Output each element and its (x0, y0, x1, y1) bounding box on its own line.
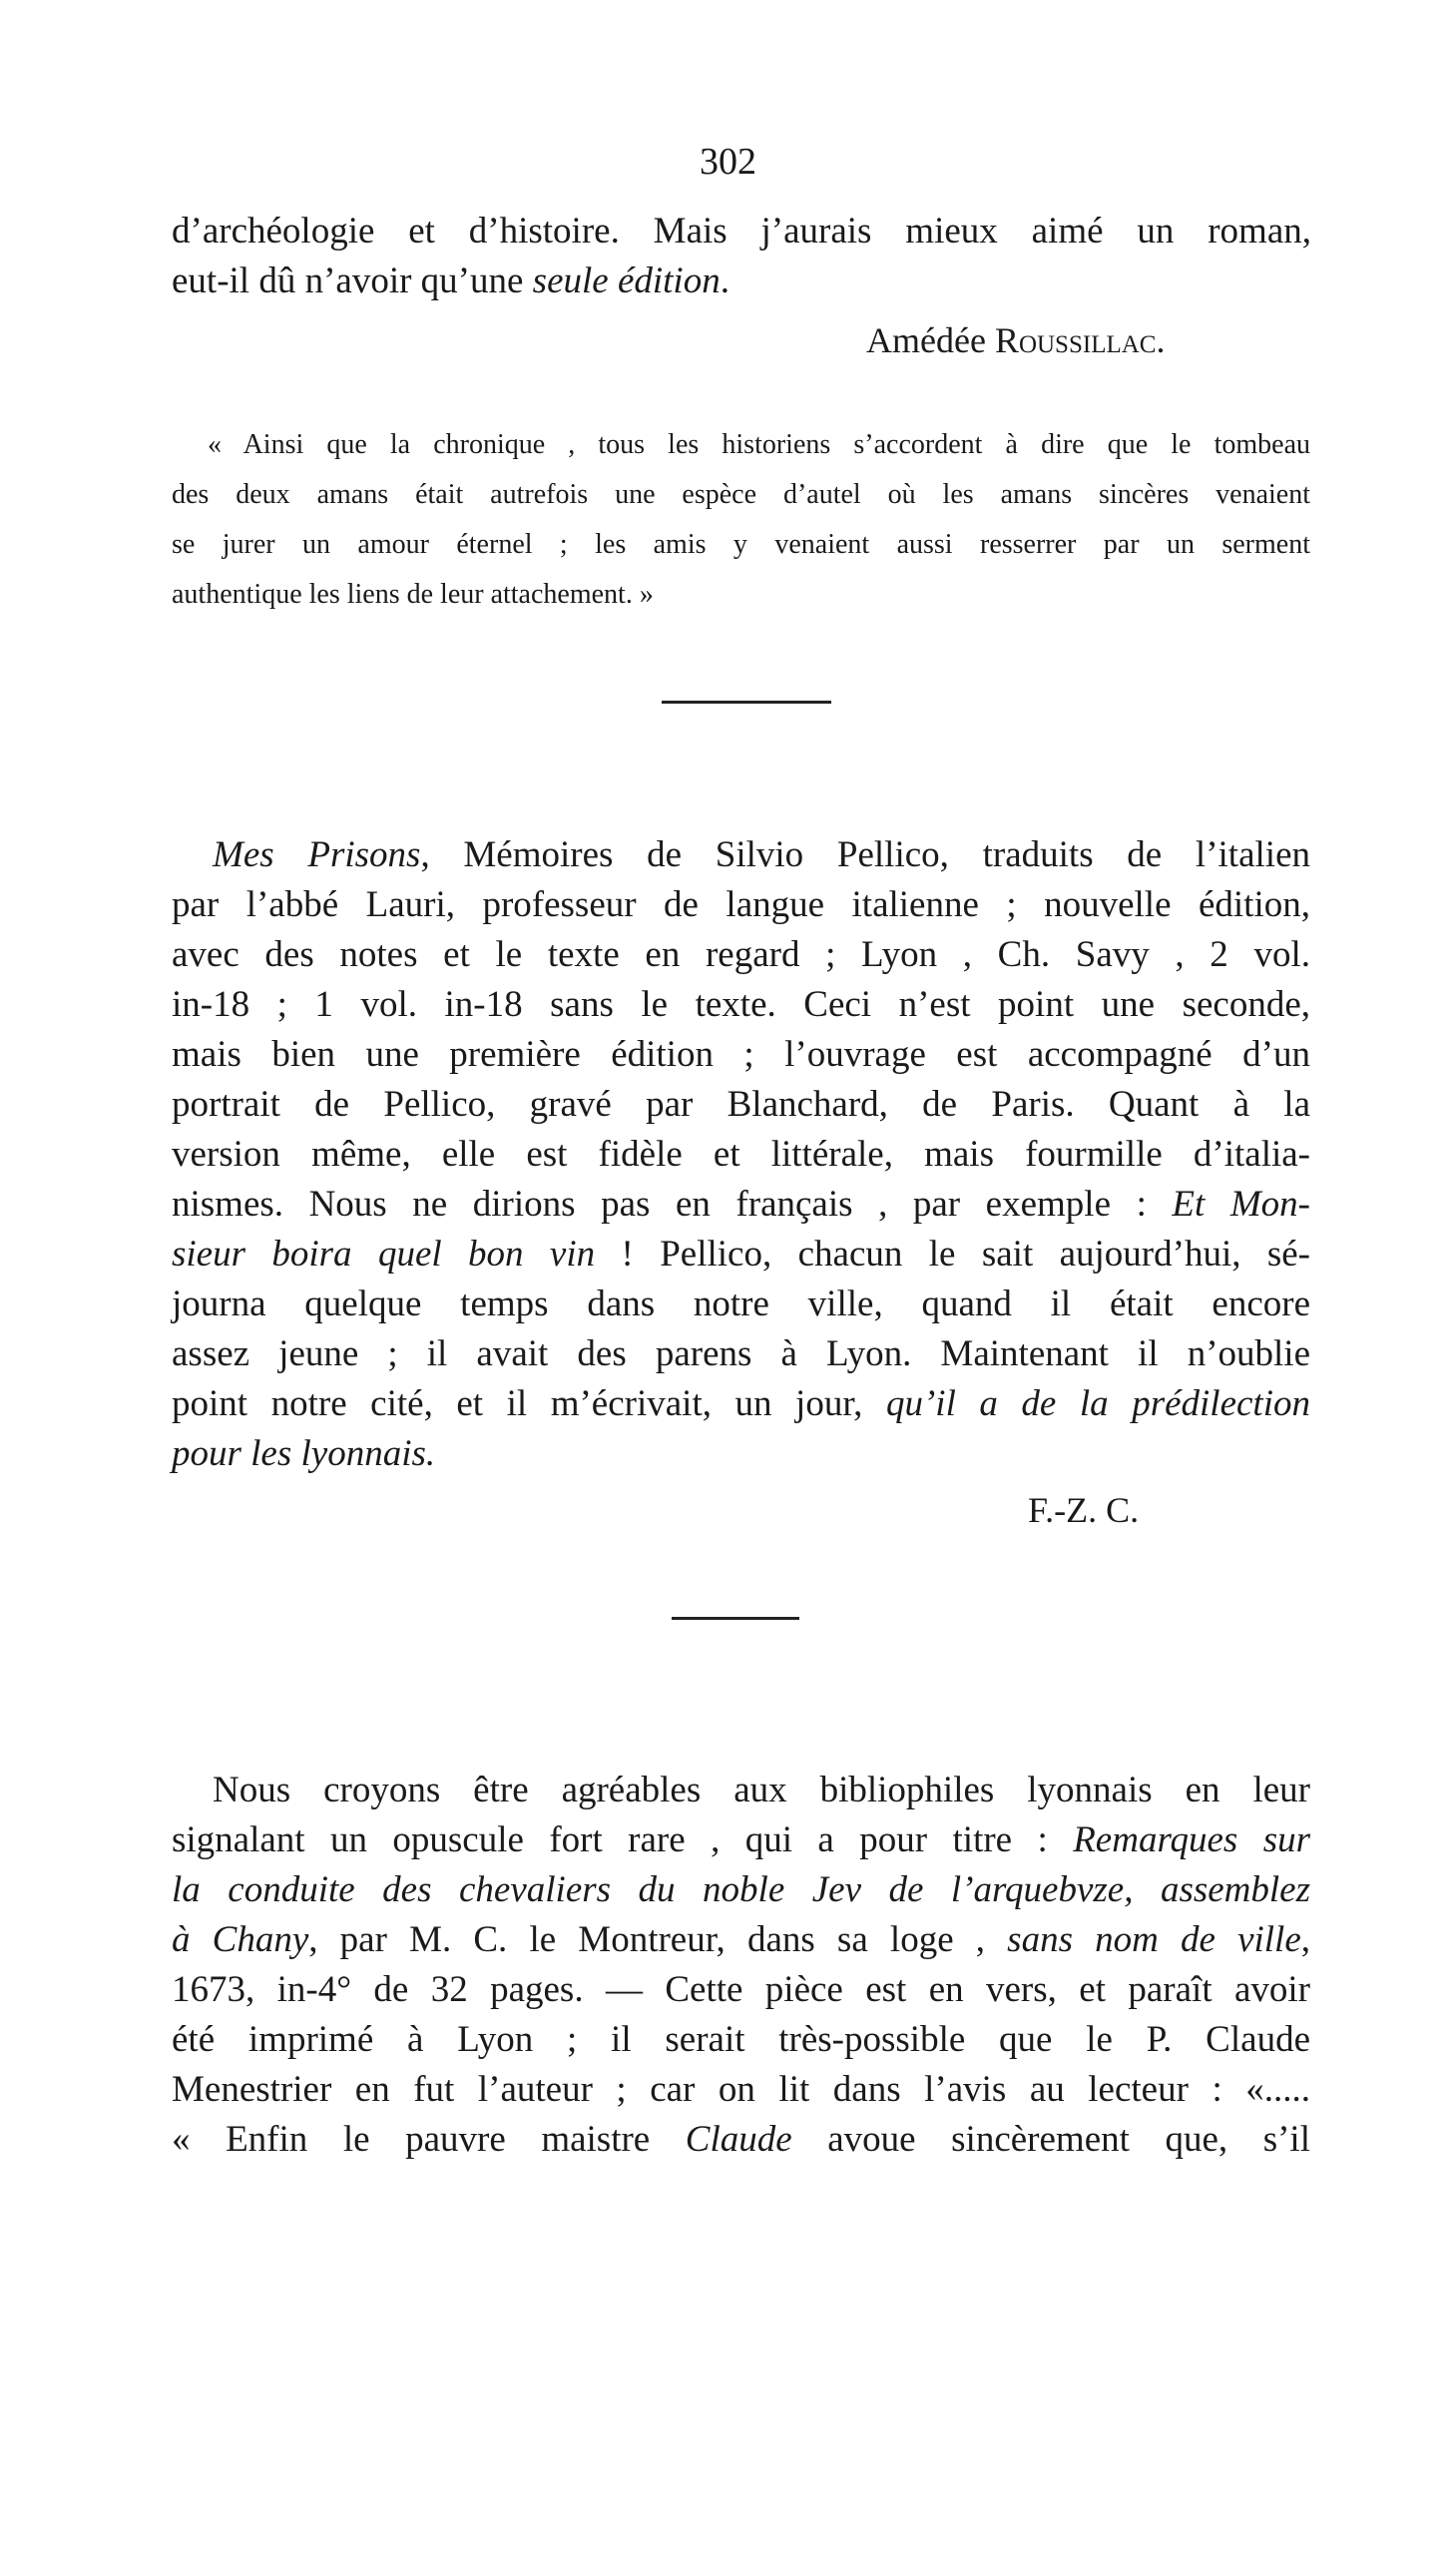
text-line (172, 1435, 435, 1472)
text-span: ! Pellico, chacun le sait aujourd’hui, sé- (595, 1234, 1310, 1275)
text-line: par l’abbé Lauri, professeur de langue italienne ; nouvelle édition, (172, 884, 1310, 925)
italic-text: Claude (685, 2119, 792, 2160)
text-span: , Mémoires de Silvio Pellico, traduits de l’italien (420, 834, 1310, 875)
section-divider (662, 701, 831, 704)
text-span: signalant un opuscule fort rare , qui a pour titre : (172, 1819, 1074, 1860)
text-line (172, 1821, 1310, 1858)
text-line (213, 836, 1310, 873)
italic-text: Remarques sur (1073, 1819, 1311, 1860)
italic-text: à Chany (172, 1919, 309, 1960)
text-line: journa quelque temps dans notre ville, quand il était encore (172, 1284, 1310, 1324)
text-span: eut-il dû n’avoir qu’une (172, 260, 533, 301)
text-line: portrait de Pellico, gravé par Blanchard, de Paris. Quant à la (172, 1084, 1310, 1125)
text-line (172, 1871, 1310, 1908)
text-span: avoue sincèrement que, s’il (791, 2119, 1310, 2160)
text-line (172, 1236, 1310, 1273)
italic-text: pour les lyonnais. (172, 1433, 436, 1474)
italic-text: seule édition (532, 260, 721, 301)
text-line: version même, elle est fidèle et littérale, mais fourmille d’italia- (172, 1134, 1310, 1175)
quote-line: « Ainsi que la chronique , tous les historiens s’accordent à dire que le tombeau (208, 429, 1310, 460)
quote-line: authentique les liens de leur attachement. » (172, 579, 654, 610)
text-line: avec des notes et le texte en regard ; Lyon , Ch. Savy , 2 vol. (172, 934, 1310, 975)
italic-text: Et Mon- (1172, 1184, 1310, 1225)
signature-first-name: Amédée (866, 320, 995, 360)
text-line: Menestrier en fut l’auteur ; car on lit dans l’avis au lecteur : «..... (172, 2069, 1310, 2110)
quote-line: se jurer un amour éternel ; les amis y venaient aussi resserrer par un serment (172, 529, 1310, 560)
text-line (172, 2121, 1310, 2158)
text-line: été imprimé à Lyon ; il serait très-possible que le P. Claude (172, 2019, 1310, 2060)
text-span: . (720, 260, 729, 301)
italic-title: Mes Prisons (213, 834, 421, 875)
italic-text: qu’il a de la prédilection (885, 1383, 1310, 1424)
text-line: 1673, in-4° de 32 pages. — Cette pièce est en vers, et paraît avoir (172, 1969, 1310, 2010)
signature: F.-Z. C. (1028, 1490, 1140, 1530)
text-span: nismes. Nous ne dirions pas en français , par exemple : (172, 1184, 1173, 1225)
page-number: 302 (700, 141, 756, 183)
section-divider (672, 1617, 799, 1620)
text-line (172, 1921, 1310, 1958)
text-span: , (1300, 1919, 1311, 1960)
quote-line: des deux amans était autrefois une espèce d’autel où les amans sincères venaient (172, 479, 1310, 510)
text-span: « Enfin le pauvre maistre (172, 2119, 686, 2160)
signature-surname: Roussillac. (994, 320, 1166, 360)
text-line: in-18 ; 1 vol. in-18 sans le texte. Ceci n’est point une seconde, (172, 984, 1310, 1025)
text-line: mais bien une première édition ; l’ouvrage est accompagné d’un (172, 1034, 1310, 1075)
text-line: assez jeune ; il avait des parens à Lyon. Maintenant il n’oublie (172, 1333, 1310, 1374)
italic-text: la conduite des chevaliers du noble Jev de l’arquebvze, assemblez (172, 1869, 1310, 1910)
italic-text: sieur boira quel bon vin (172, 1234, 596, 1275)
signature (866, 319, 1165, 361)
text-line: Nous croyons être agréables aux bibliophiles lyonnais en leur (213, 1770, 1310, 1810)
text-line: d’archéologie et d’histoire. Mais j’aurais mieux aimé un roman, (172, 211, 1311, 252)
text-line (172, 1385, 1310, 1422)
italic-text: sans nom de ville (1007, 1919, 1301, 1960)
text-line (172, 262, 729, 299)
text-span: , par M. C. le Montreur, dans sa loge , (308, 1919, 1008, 1960)
text-span: point notre cité, et il m’écrivait, un jour, (172, 1383, 886, 1424)
text-line (172, 1186, 1310, 1223)
